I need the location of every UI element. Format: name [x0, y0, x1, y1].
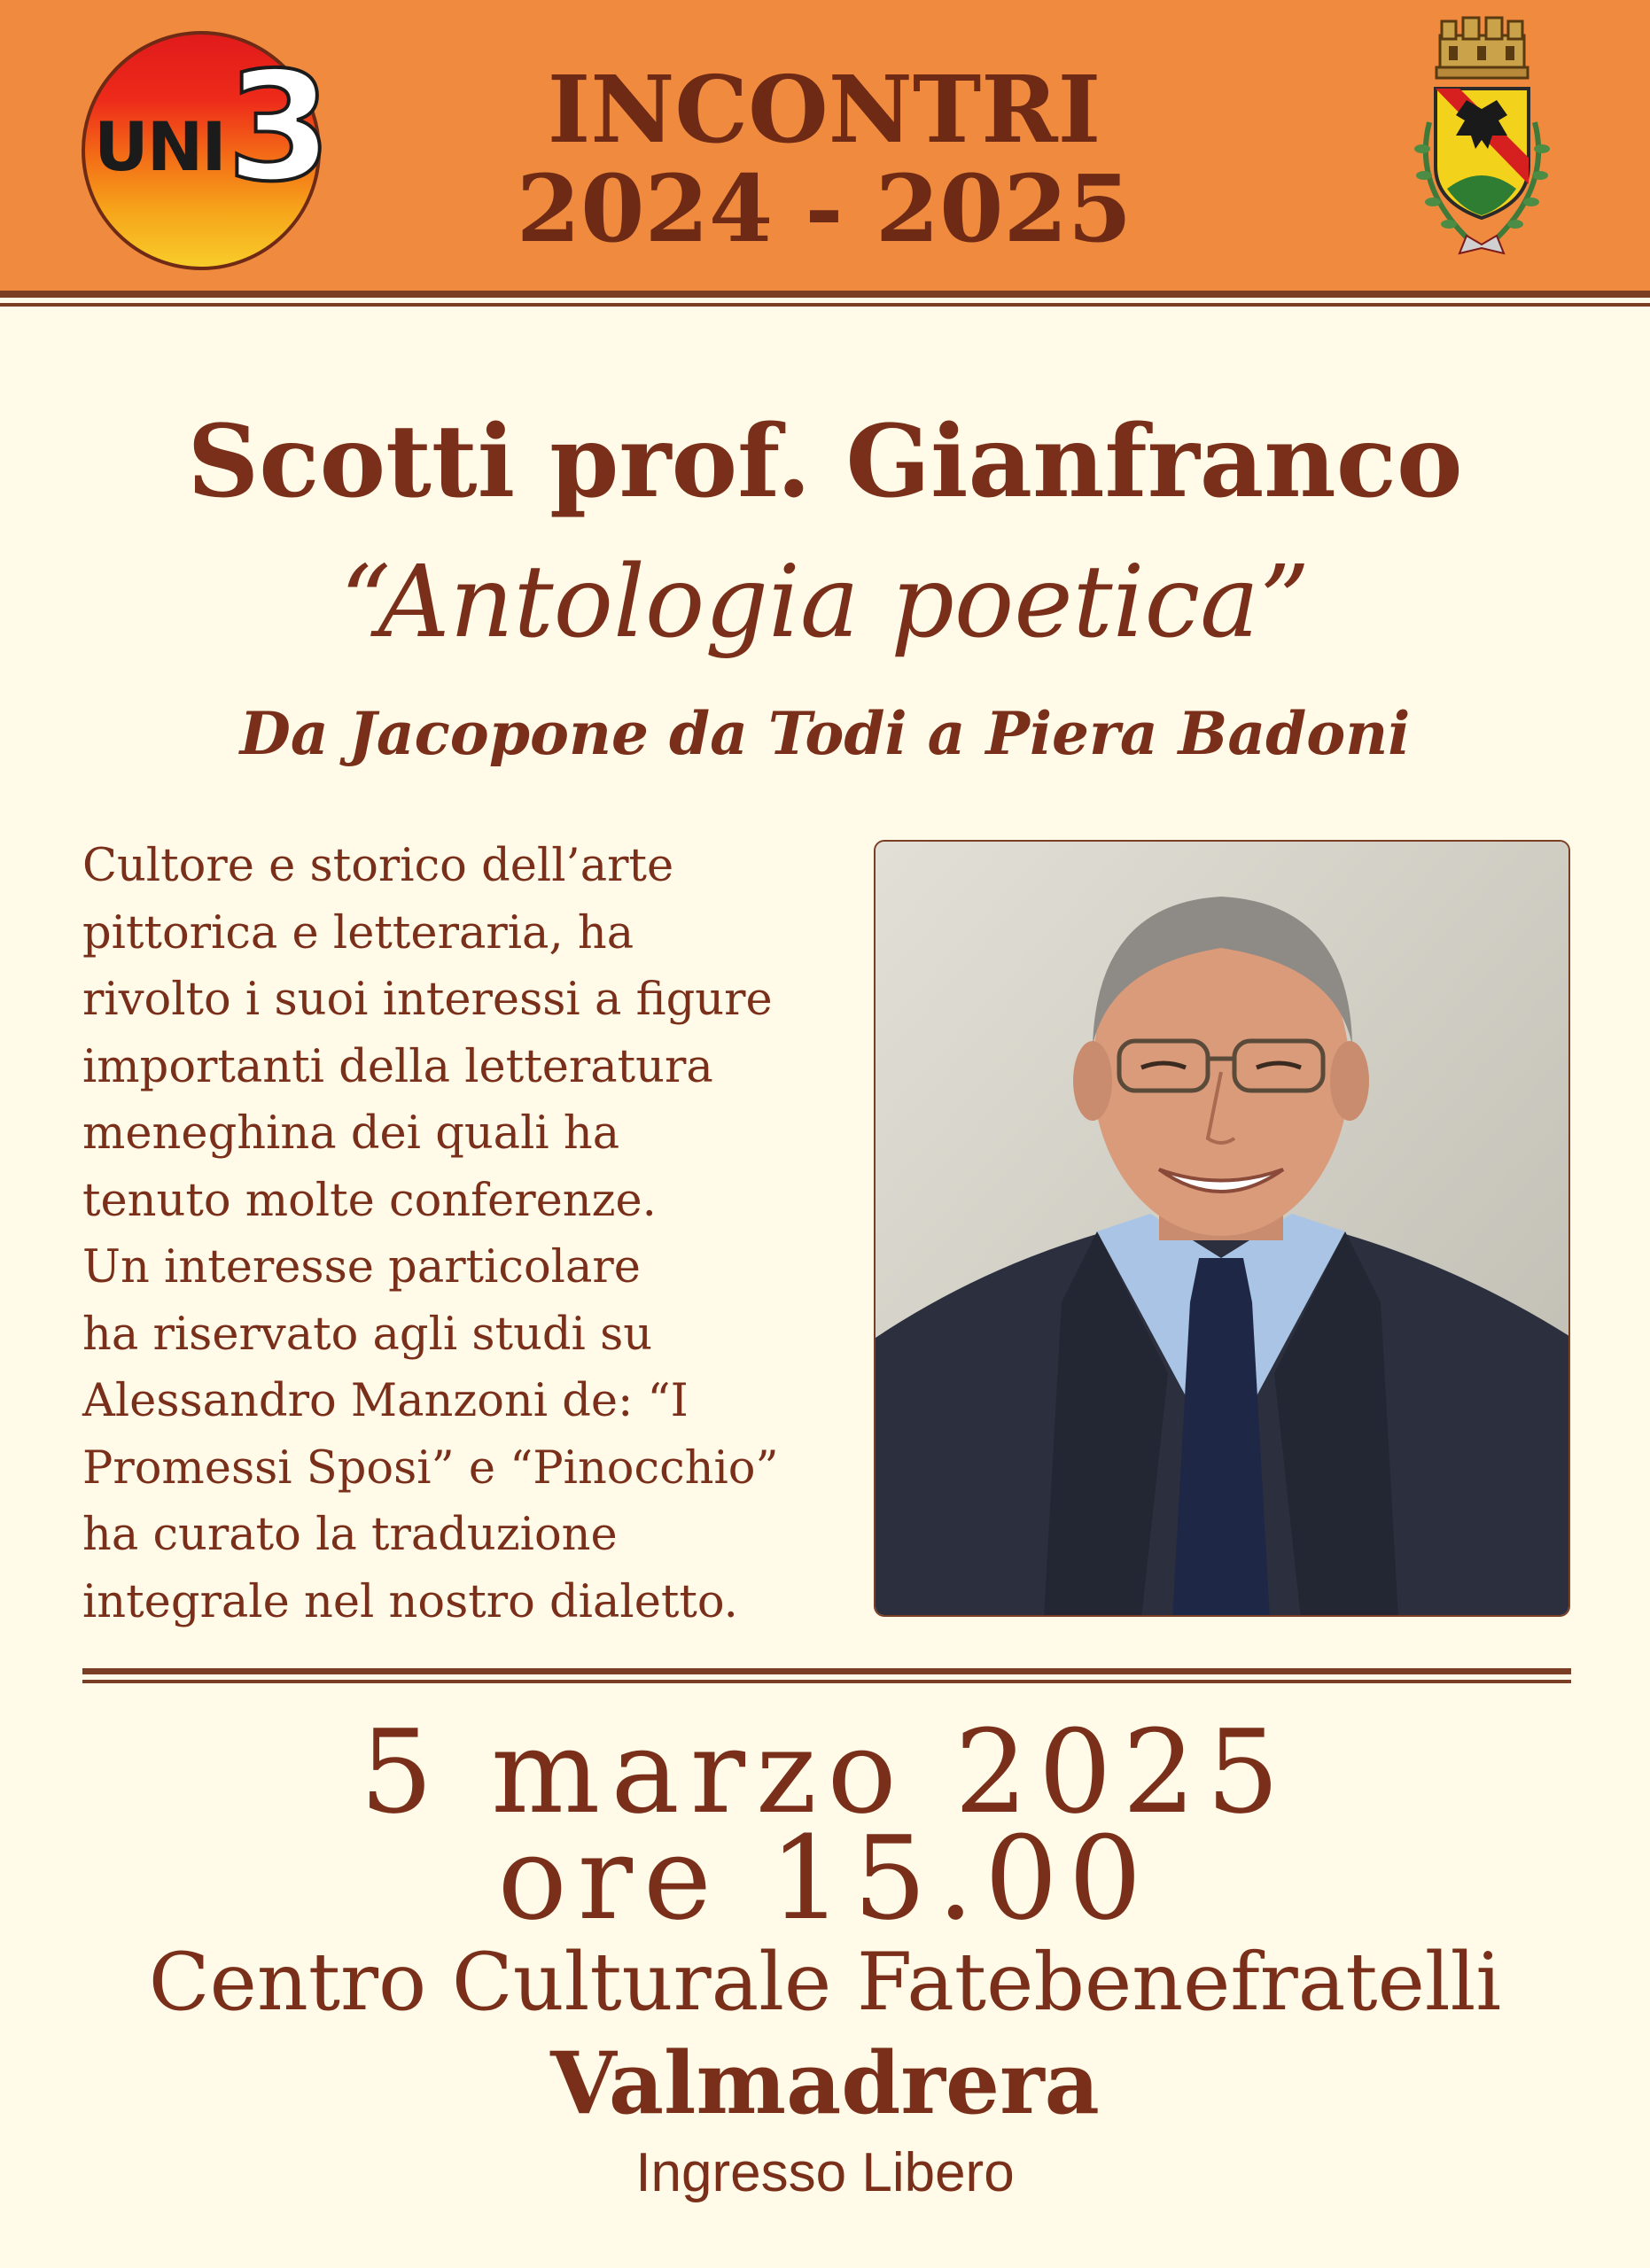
bio-line: meneghina dei quali ha: [82, 1107, 620, 1160]
bio-line: rivolto i suoi interessi a figure: [82, 974, 773, 1026]
coat-of-arms-icon: [1405, 16, 1560, 260]
bio-line: importanti della letteratura: [82, 1040, 713, 1093]
header-divider-thin: [0, 303, 1650, 307]
event-city: Valmadrera: [550, 2033, 1100, 2133]
logo-text: UNI: [94, 107, 225, 186]
bio-line: pittorica e letteraria, ha: [82, 906, 634, 959]
event-time: ore 15.00: [497, 1811, 1153, 1946]
speaker-photo: [874, 840, 1570, 1617]
bio-line: Promessi Sposi” e “Pinocchio”: [82, 1441, 779, 1495]
speaker-bio: [82, 833, 880, 1635]
entry-note: Ingresso Libero: [635, 2142, 1015, 2203]
bio-line: tenuto molte conferenze.: [82, 1174, 657, 1227]
talk-title: “Antologia poetica”: [339, 545, 1311, 660]
bio-line: Cultore e storico dell’arte: [82, 840, 674, 892]
section-divider: [82, 1668, 1571, 1674]
bio-line: integrale nel nostro dialetto.: [82, 1575, 738, 1628]
bio-line: ha riservato agli studi su: [82, 1308, 653, 1361]
speaker-name: Scotti prof. Gianfranco: [187, 404, 1463, 520]
bio-line: Alessandro Manzoni de: “I: [82, 1375, 689, 1427]
bio-line: Un interesse particolare: [82, 1241, 641, 1293]
event-venue: Centro Culturale Fatebenefratelli: [148, 1936, 1502, 2029]
event-date: 5 marzo 2025: [360, 1705, 1290, 1839]
bio-line: ha curato la traduzione: [82, 1509, 618, 1561]
header-title: INCONTRI: [547, 55, 1101, 164]
section-divider-thin: [82, 1680, 1571, 1683]
header-years: 2024 - 2025: [516, 154, 1132, 263]
header-divider: [0, 291, 1650, 298]
uni3-logo: [82, 31, 332, 270]
portrait-illustration: [876, 842, 1570, 1617]
talk-subtitle: Da Jacopone da Todi a Piera Badoni: [239, 699, 1411, 768]
logo-number: 3: [227, 40, 332, 215]
